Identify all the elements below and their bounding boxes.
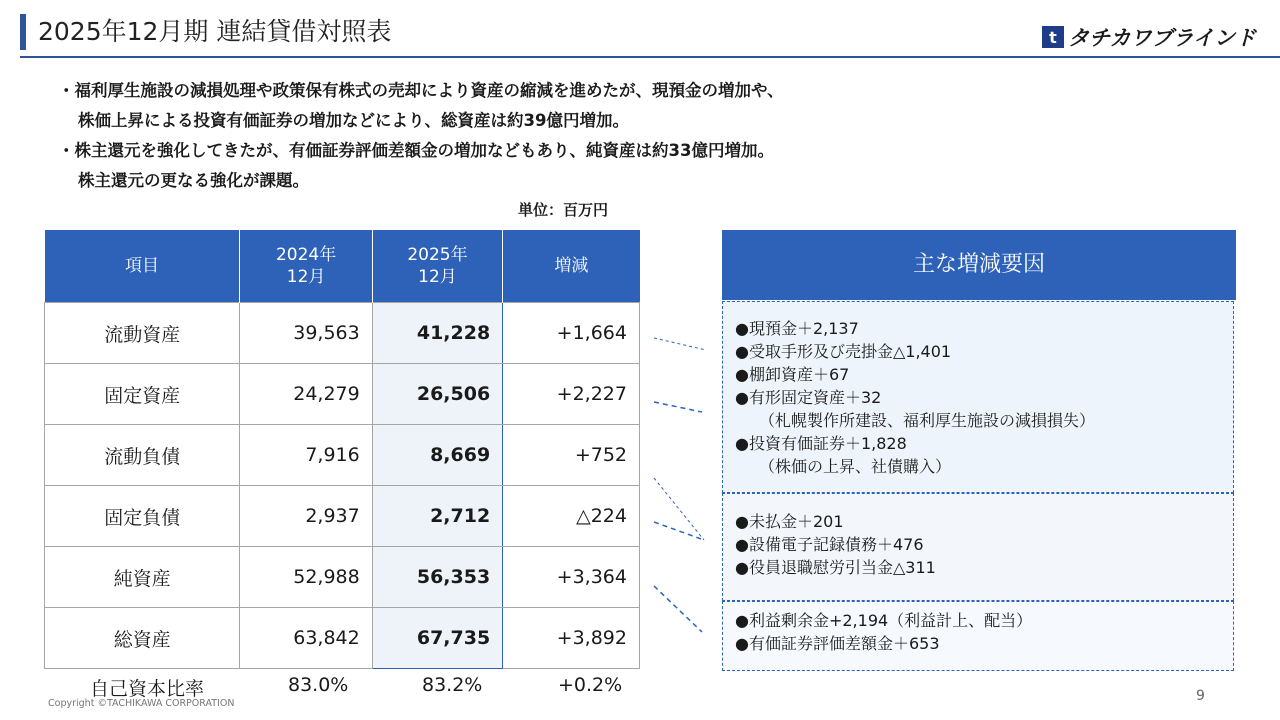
factor-valuation-diff: ●有価証券評価差額金＋653 [735, 634, 940, 653]
row-label: 純資産 [45, 547, 240, 608]
value-change: +3,364 [503, 547, 640, 608]
factor-investments: ●投資有価証券＋1,828 [735, 434, 907, 453]
connector-5 [654, 586, 702, 632]
value-2024: 24,279 [240, 364, 372, 425]
header-2024-text: 2024年 12月 [275, 245, 337, 287]
connector-2 [654, 402, 702, 412]
factor-e-notes: ●設備電子記録債務＋476 [735, 535, 924, 554]
value-2024: 2,937 [240, 486, 372, 547]
value-2024: 52,988 [240, 547, 372, 608]
ratio-change: +0.2% [558, 674, 623, 696]
factor-accrued: ●未払金＋201 [735, 512, 844, 531]
value-change: +2,227 [503, 364, 640, 425]
value-2025: 26,506 [372, 364, 502, 425]
logo-mark-icon: t [1042, 26, 1064, 48]
factor-ppe: ●有形固定資産＋32 [735, 388, 882, 407]
factor-cash: ●現預金＋2,137 [735, 319, 859, 338]
factors-group-assets [722, 301, 1234, 493]
value-change: +1,664 [503, 303, 640, 364]
factor-retained-earnings: ●利益剰余金+2,194（利益計上、配当） [735, 611, 1033, 630]
value-change: △224 [503, 486, 640, 547]
row-label: 固定資産 [45, 364, 240, 425]
ratio-2024: 83.0% [288, 674, 349, 696]
connector-3 [654, 478, 704, 540]
bullet-2-line-1: ・株主還元を強化してきたが、有価証券評価差額金の増加などもあり、純資産は約33億円増加。 [58, 141, 774, 160]
value-2025: 56,353 [372, 547, 502, 608]
row-label: 流動資産 [45, 303, 240, 364]
value-2025: 67,735 [372, 608, 502, 669]
bullet-1-line-1: ・福利厚生施設の減損処理や政策保有株式の売却により資産の縮減を進めたが、現預金の増加や、 [58, 81, 784, 100]
logo-text: タチカワブラインド [1068, 26, 1256, 50]
value-2025: 41,228 [372, 303, 502, 364]
header-item: 項目 [45, 230, 240, 303]
bullet-2-line-2: 株主還元の更なる強化が課題。 [78, 171, 309, 190]
copyright-text: Copyright ©TACHIKAWA CORPORATION [48, 698, 235, 709]
factor-investments-note: （株価の上昇、社債購入） [759, 457, 952, 476]
connector-1 [654, 338, 706, 350]
row-label: 総資産 [45, 608, 240, 669]
value-2024: 39,563 [240, 303, 372, 364]
bullet-1-line-2: 株価上昇による投資有価証券の増加などにより、総資産は約39億円増加。 [78, 111, 629, 130]
header-change: 増減 [503, 230, 640, 303]
value-change: +3,892 [503, 608, 640, 669]
ratio-label: 自己資本比率 [90, 678, 205, 700]
factor-ppe-note: （札幌製作所建設、福利厚生施設の減損損失） [759, 411, 1096, 430]
value-2024: 7,916 [240, 425, 372, 486]
page-title: 2025年12月期 連結貸借対照表 [38, 17, 392, 46]
value-2024: 63,842 [240, 608, 372, 669]
ratio-2025: 83.2% [422, 674, 483, 696]
page-number: 9 [1196, 688, 1205, 704]
unit-label: 単位：百万円 [518, 201, 609, 219]
value-change: +752 [503, 425, 640, 486]
header-2025-text: 2025年 12月 [407, 245, 468, 287]
factor-inventory: ●棚卸資産＋67 [735, 365, 850, 384]
row-label: 流動負債 [45, 425, 240, 486]
value-2025: 8,669 [372, 425, 502, 486]
factors-group-liabilities [722, 493, 1234, 601]
factors-group-equity [722, 601, 1234, 671]
row-label: 固定負債 [45, 486, 240, 547]
factor-receivables: ●受取手形及び売掛金△1,401 [735, 342, 952, 361]
factors-panel [722, 230, 1236, 670]
factors-title: 主な増減要因 [722, 230, 1236, 300]
value-2025: 2,712 [372, 486, 502, 547]
factor-retirement: ●役員退職慰労引当金△311 [735, 558, 936, 577]
